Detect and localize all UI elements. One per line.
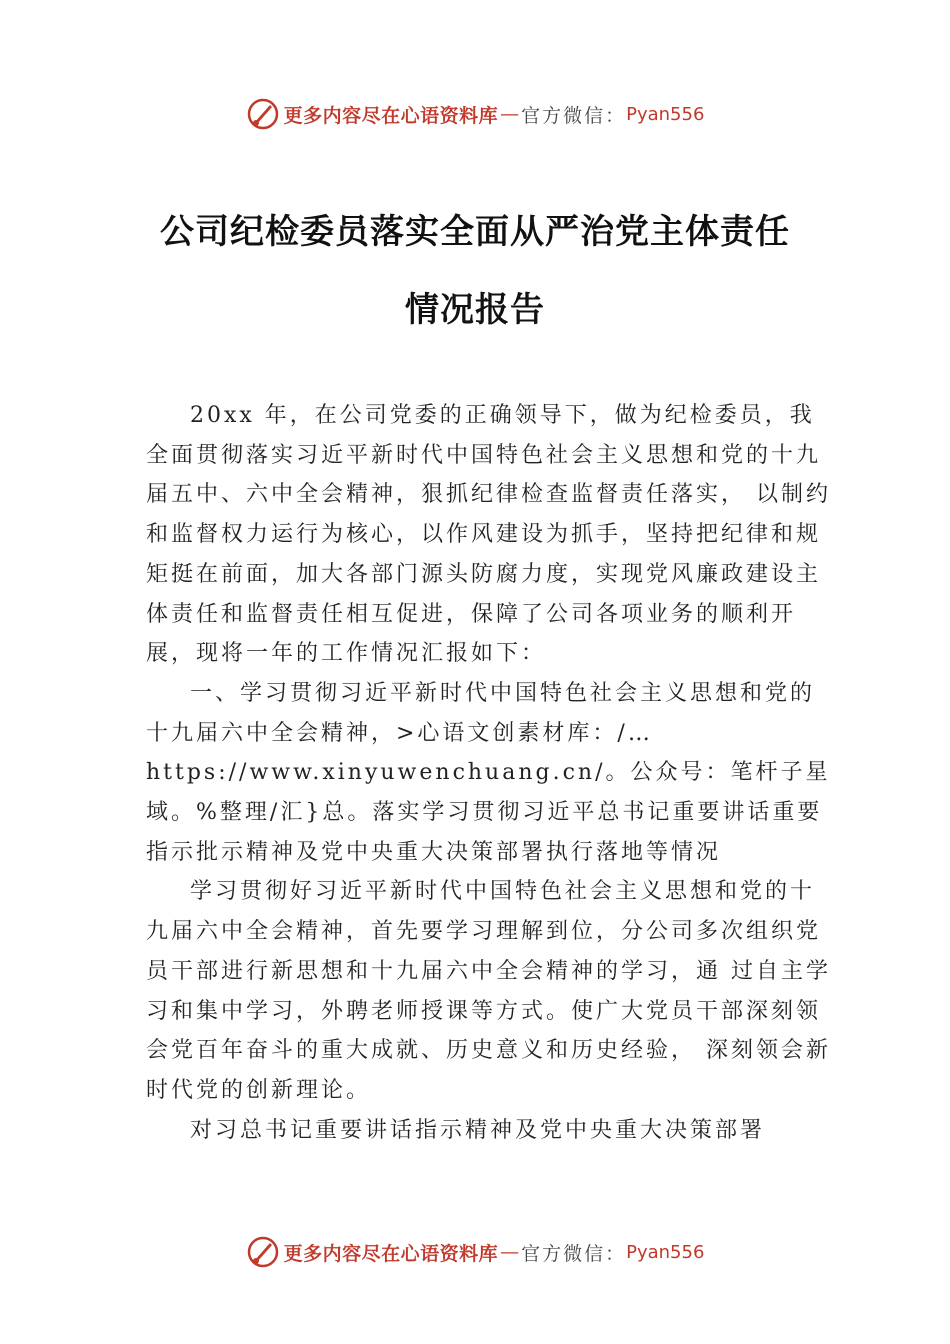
paragraph-continued: 对习总书记重要讲话指示精神及党中央重大决策部署 bbox=[190, 1117, 766, 1143]
header-banner bbox=[0, 94, 950, 134]
brush-logo-icon bbox=[246, 97, 280, 131]
brush-logo-icon bbox=[246, 1235, 280, 1269]
banner-brand: 更多内容尽在心语资料库 bbox=[283, 104, 499, 127]
paragraph-study: 学习贯彻好习近平新时代中国特色社会主义思想和党的十九届六中全会精神，首先要学习理解到位，分公司多次组织党员干部进行新思想和十九届六中全会精神的学习，通 过自主学习和集中学习，外聘老师授课等方式。使广大党员干部深刻领会党百年奋斗的重大成就、历史意义和历史经验， 深刻领会新时代党的创新理论。 bbox=[146, 879, 831, 1103]
document-body bbox=[146, 396, 836, 1150]
footer-banner bbox=[0, 1232, 950, 1272]
paragraph-section-heading: 一、学习贯彻习近平新时代中国特色社会主义思想和党的十九届六中全会精神，>心语文创素材库：/…https://www.xinyuwenchuang.cn/。公众号：笔杆子星域。%整理/汇}总。落实学习贯彻习近平总书记重要讲话重要指示批示精神及党中央重大决策部署执行落地等情况 bbox=[146, 680, 831, 865]
banner-dash: — bbox=[500, 1241, 520, 1263]
banner-wechat-id: Pyan556 bbox=[626, 1241, 705, 1263]
banner-dash: — bbox=[500, 103, 520, 125]
banner-wechat-label: 官方微信： bbox=[521, 1242, 627, 1265]
banner-wechat-id: Pyan556 bbox=[626, 103, 705, 125]
banner-wechat-label: 官方微信： bbox=[521, 104, 627, 127]
document-title-line-1: 公司纪检委员落实全面从严治党主体责任 bbox=[160, 212, 790, 252]
document-title-line-2: 情况报告 bbox=[405, 290, 545, 330]
paragraph-intro: 20xx 年，在公司党委的正确领导下，做为纪检委员，我全面贯彻落实习近平新时代中国特色社会主义思想和党的十九届五中、六中全会精神，狠抓纪律检查监督责任落实， 以制约和监督权力运行为核心，以作风建设为抓手，坚持把纪律和规矩挺在前面，加大各部门源头防腐力度，实现党风廉政建设主体责任和监督责任相互促进，保障了公司各项业务的顺利开展，现将一年的工作情况汇报如下： bbox=[146, 403, 831, 667]
banner-brand: 更多内容尽在心语资料库 bbox=[283, 1242, 499, 1265]
